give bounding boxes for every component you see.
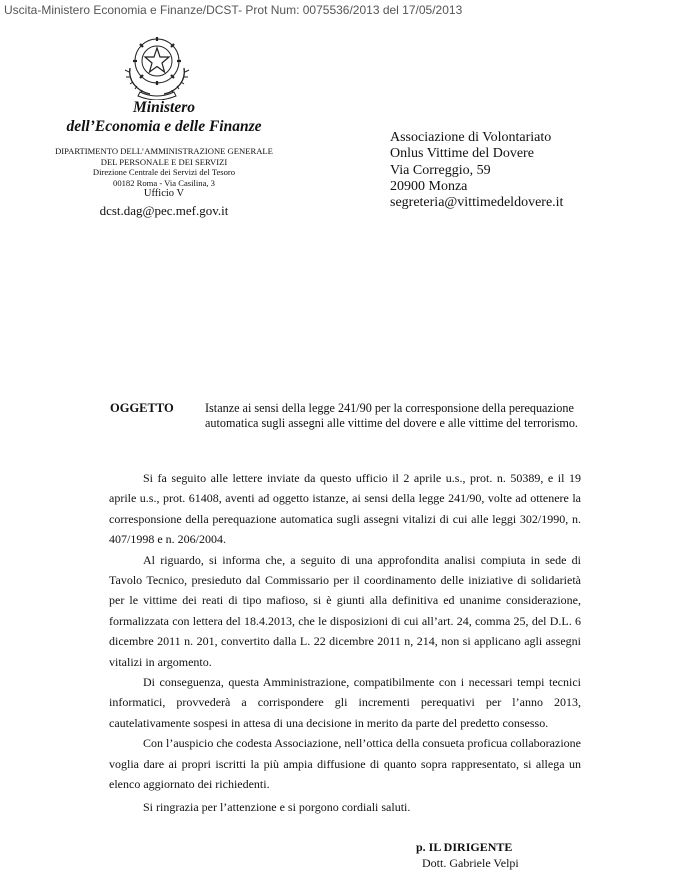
protocol-stamp: Uscita-Ministero Economia e Finanze/DCST- Prot Num: 0075536/2013 del 17/05/2013 [4, 3, 463, 17]
pec-email: dcst.dag@pec.mef.gov.it [99, 203, 229, 218]
signature-name: Dott. Gabriele Velpi [422, 855, 519, 870]
signature-role: p. IL DIRIGENTE [416, 840, 513, 854]
paragraph-1: Si fa seguito alle lettere inviate da questo ufficio il 2 aprile u.s., prot. n. 50389, e il 19 aprile u.s., prot. 61408, aventi ad oggetto istanze, ai sensi della legge 241/90, volte ad ottenere la corresponsione della perequazione automatica sugli assegni vitalizi di cui alle leggi 302/1990, n. 407/1998 e n. 206/2004. [109, 471, 581, 547]
ministry-name [40, 98, 288, 136]
sender-address: 00182 Roma - Via Casilina, 3 [113, 177, 215, 188]
office: Ufficio V [143, 188, 185, 199]
recipient-email: segreteria@vittimedeldovere.it [390, 195, 564, 211]
direction: Direzione Centrale dei Servizi del Tesoro [92, 167, 236, 177]
subject-text: Istanze ai sensi della legge 241/90 per la corresponsione della perequazione automatica sugli assegni alle vittime del dovere e alle vittime del terrorismo. [205, 401, 578, 430]
department-line-2: DEL PERSONALE E DEI SERVIZI [100, 156, 228, 167]
paragraph-3: Di conseguenza, questa Amministrazione, compatibilmente con i necessari tempi tecnici informatici, provvederà a corrispondere gli incrementi perequativi per l’anno 2013, cautelativamente sospesi in attesa di una decisione in merito da parte del predetto consesso. [109, 675, 581, 730]
letter-body [109, 468, 581, 817]
recipient-line-2: Onlus Vittime del Dovere [390, 146, 534, 162]
department-line-1: DIPARTIMENTO DELL’AMMINISTRAZIONE GENERALE [55, 146, 273, 156]
recipient-line-4: 20900 Monza [390, 178, 468, 194]
recipient-line-1: Associazione di Volontariato [390, 130, 552, 145]
recipient-address [390, 130, 563, 211]
repubblica-italiana-emblem [120, 28, 194, 100]
sender-department [20, 146, 308, 219]
paragraph-5: Si ringrazia per l’attenzione e si porgono cordiali saluti. [143, 799, 411, 814]
signature-block [416, 840, 519, 871]
subject-label: OGGETTO [110, 401, 174, 415]
ministry-line-1: Ministero [132, 99, 195, 116]
recipient-line-3: Via Correggio, 59 [390, 162, 491, 178]
paragraph-4: Con l’auspicio che codesta Associazione, nell’ottica della consueta proficua collaborazione voglia dare ai propri iscritti la più ampia diffusione di quanto sopra rappresentato, si allega un elenco aggiornato dei richiedenti. [109, 736, 581, 792]
paragraph-2: Al riguardo, si informa che, a seguito di una approfondita analisi compiuta in sede di Tavolo Tecnico, presieduto dal Commissario per il coordinamento delle iniziative di solidarietà per le vittime dei reati di tipo mafioso, si è giunti alla definitiva ed unanime considerazione, formalizzata con lettera del 18.4.2013, che le disposizioni di cui all’art. 24, comma 25, del D.L. 6 dicembre 2011 n. 201, convertito dalla L. 22 dicembre 2011 n, 214, non si applicano agli assegni vitalizi in argomento. [109, 552, 581, 669]
ministry-line-2: dell’Economia e delle Finanze [66, 118, 262, 135]
